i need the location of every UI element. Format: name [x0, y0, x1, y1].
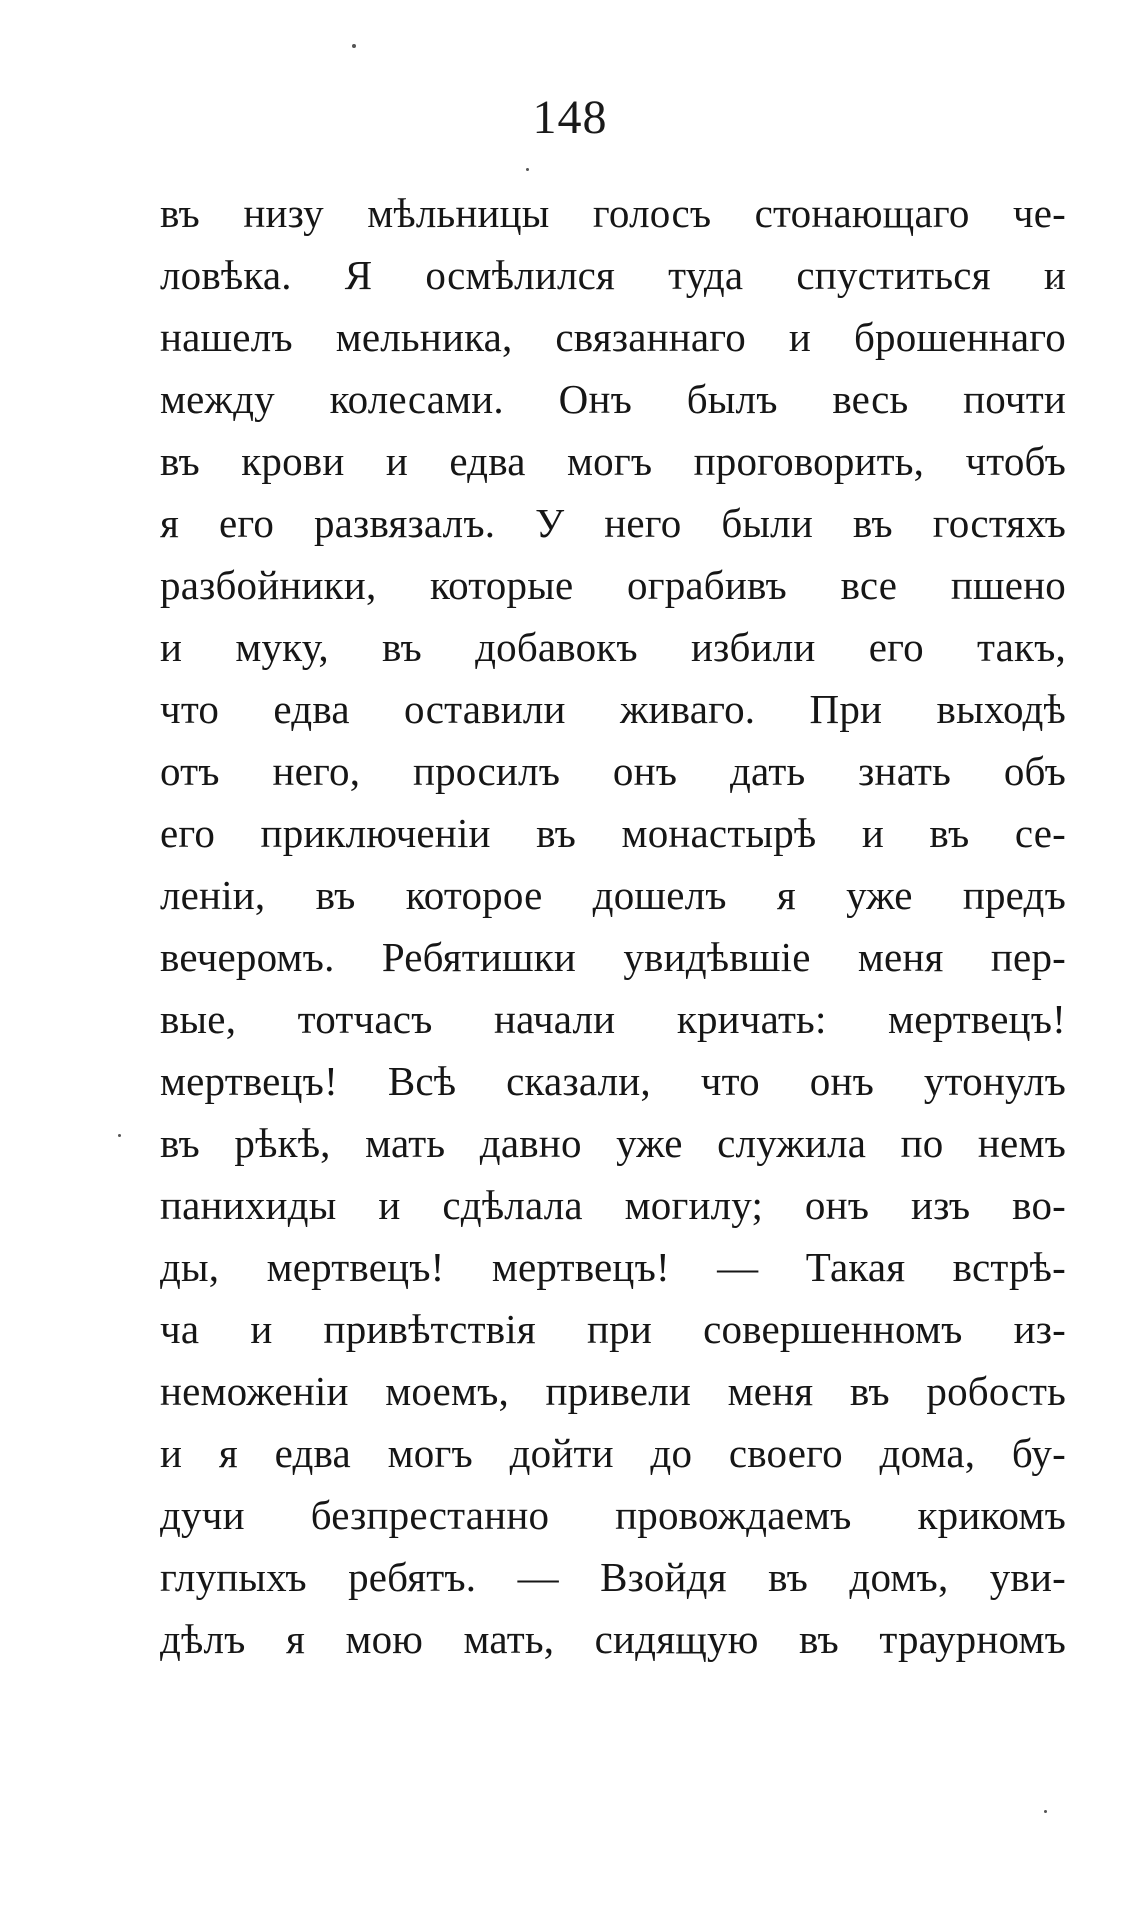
- text-line: отъ него, просилъ онъ дать знать объ: [160, 748, 1066, 794]
- text-line: въ крови и едва могъ проговорить, чтобъ: [160, 438, 1066, 484]
- text-line: дѣлъ я мою мать, сидящую въ траурномъ: [160, 1616, 1066, 1662]
- text-line: неможенiи моемъ, привели меня въ робость: [160, 1368, 1066, 1414]
- text-line: разбойники, которые ограбивъ все пшено: [160, 562, 1066, 608]
- text-line: дучи безпрестанно провождаемъ крикомъ: [160, 1492, 1066, 1538]
- ink-speck: [526, 168, 529, 171]
- text-line: мертвецъ! Всѣ сказали, что онъ утонулъ: [160, 1058, 1066, 1104]
- text-line: панихиды и сдѣлала могилу; онъ изъ во-: [160, 1182, 1066, 1228]
- text-line: между колесами. Онъ былъ весь почти: [160, 376, 1066, 422]
- text-line: вые, тотчасъ начали кричать: мертвецъ!: [160, 996, 1066, 1042]
- body-text: [160, 182, 1066, 1670]
- text-line: что едва оставили живаго. При выходѣ: [160, 686, 1066, 732]
- ink-speck: [352, 44, 356, 48]
- ink-speck: [118, 1134, 121, 1137]
- text-line: въ низу мѣльницы голосъ стонающаго че-: [160, 190, 1066, 236]
- page-number: 148: [532, 91, 608, 144]
- text-line: его приключенiи въ монастырѣ и въ се-: [160, 810, 1066, 856]
- text-line: ловѣка. Я осмѣлился туда спуститься и: [160, 252, 1066, 298]
- text-line: я его развязалъ. У него были въ гостяхъ: [160, 500, 1066, 546]
- text-line: и я едва могъ дойти до своего дома, бу-: [160, 1430, 1066, 1476]
- text-line: глупыхъ ребятъ. — Взойдя въ домъ, уви-: [160, 1554, 1066, 1600]
- text-line: ды, мертвецъ! мертвецъ! — Такая встрѣ-: [160, 1244, 1066, 1290]
- text-line: вечеромъ. Ребятишки увидѣвшiе меня пер-: [160, 934, 1066, 980]
- text-line: нашелъ мельника, связаннаго и брошеннаго: [160, 314, 1066, 360]
- text-line: и муку, въ добавокъ избили его такъ,: [160, 624, 1066, 670]
- ink-speck: [1044, 1810, 1047, 1813]
- text-line: въ рѣкѣ, мать давно уже служила по немъ: [160, 1120, 1066, 1166]
- text-line: ленiи, въ которое дошелъ я уже предъ: [160, 872, 1066, 918]
- text-line: ча и привѣтствiя при совершенномъ из-: [160, 1306, 1066, 1352]
